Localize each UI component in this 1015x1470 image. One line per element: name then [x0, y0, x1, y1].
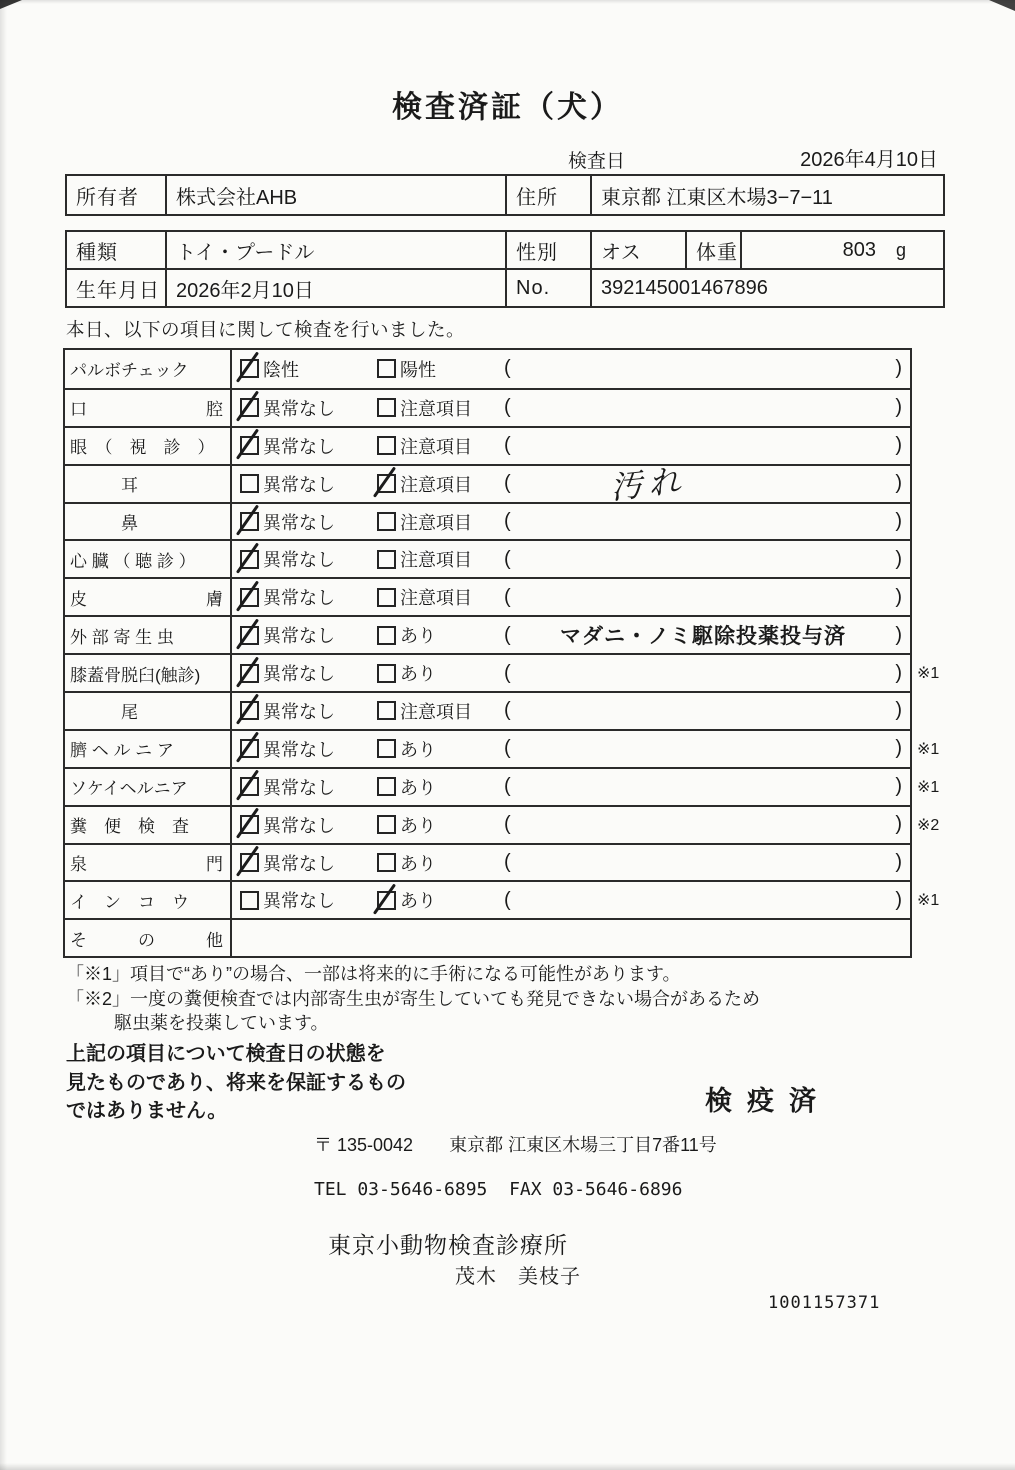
- exam-row-content: [232, 350, 910, 388]
- note-area: [504, 807, 902, 843]
- owner-label: 所有者: [66, 175, 166, 215]
- paren-open: (: [504, 510, 511, 532]
- note-area: [504, 350, 902, 388]
- checkbox-icon: [240, 626, 259, 645]
- paren-close: ): [895, 888, 902, 911]
- handwritten-check-icon: [373, 467, 396, 498]
- exam-row-content: [232, 769, 910, 805]
- handwritten-check-icon: [236, 542, 259, 573]
- handwritten-check-icon: [236, 352, 259, 383]
- exam-row-content: [232, 390, 910, 426]
- exam-item-label: 臍 ヘ ル ニ ア: [65, 731, 232, 767]
- note-area: [504, 504, 902, 540]
- exam-row-content: [232, 541, 910, 577]
- weight-label: 体重: [686, 231, 741, 269]
- checkbox-icon: [377, 777, 396, 796]
- paren-close: ): [895, 623, 902, 646]
- checkbox-label: 異常なし: [263, 815, 335, 836]
- checkbox-icon: [377, 550, 396, 569]
- checkbox-icon: [377, 739, 396, 758]
- inspection-date-label: 検査日: [568, 151, 626, 172]
- exam-row: [65, 388, 910, 426]
- weight-value-cell: [741, 231, 944, 269]
- clinic-name: 東京小動物検査診療所: [328, 1232, 568, 1258]
- checkbox-label: あり: [400, 626, 436, 647]
- paren-close: ): [895, 472, 902, 495]
- exam-row-content: [232, 882, 910, 918]
- checkbox-option-2: [377, 541, 472, 577]
- checkbox-icon: [377, 815, 396, 834]
- sex-value: オス: [591, 231, 686, 269]
- reference-mark: ※2: [917, 816, 940, 834]
- number-label: No.: [506, 269, 591, 307]
- handwritten-check-icon: [236, 846, 259, 877]
- birthdate-label: 生年月日: [66, 269, 166, 307]
- exam-row: [65, 502, 910, 540]
- paren-close: ): [895, 434, 902, 457]
- exam-row-content: [232, 504, 910, 540]
- weight-unit: g: [895, 239, 906, 260]
- exam-item-label: そ の 他: [65, 920, 232, 956]
- checkbox-label: あり: [400, 664, 436, 685]
- checkbox-icon: [240, 398, 259, 417]
- paren-open: (: [504, 813, 511, 836]
- handwritten-check-icon: [236, 505, 259, 536]
- checkbox-icon: [377, 588, 396, 607]
- paren-close: ): [895, 396, 902, 419]
- scan-edge-left: [0, 0, 7, 1470]
- checkbox-option-2: [377, 390, 472, 426]
- checkbox-option-2: [377, 655, 436, 691]
- handwritten-check-icon: [236, 694, 259, 725]
- checkbox-label: 異常なし: [263, 626, 335, 647]
- owner-row: [66, 175, 944, 215]
- paren-close: ): [895, 813, 902, 836]
- note-area: [504, 769, 902, 805]
- paren-close: ): [895, 357, 902, 380]
- paren-open: (: [504, 357, 511, 380]
- checkbox-option-1: [240, 731, 335, 767]
- exam-item-label: 眼 （ 視 診 ）: [65, 428, 232, 464]
- paren-close: ): [895, 775, 902, 798]
- exam-row: [65, 805, 940, 843]
- checkbox-option-2: [377, 845, 436, 881]
- checkbox-icon: [377, 664, 396, 683]
- checkbox-label: 異常なし: [263, 474, 335, 495]
- document-serial-number: 1001157371: [768, 1293, 881, 1313]
- checkbox-icon: [240, 777, 259, 796]
- paren-open: (: [504, 737, 511, 760]
- exam-row: [65, 918, 910, 956]
- exam-row: [65, 691, 910, 729]
- paren-close: ): [895, 737, 902, 760]
- disclaimer-line-1: 上記の項目について検査日の状態を: [66, 1043, 386, 1065]
- handwritten-note: 汚れ: [608, 461, 688, 506]
- paren-open: (: [504, 623, 511, 646]
- checkbox-option-2: [377, 693, 472, 729]
- exam-table: [63, 348, 940, 958]
- exam-row-content: [232, 428, 910, 464]
- number-value: 392145001467896: [591, 269, 944, 307]
- checkbox-icon: [377, 626, 396, 645]
- checkbox-option-1: [240, 504, 335, 540]
- paren-close: ): [895, 585, 902, 608]
- exam-row: [65, 577, 910, 615]
- checkbox-label: 異常なし: [263, 550, 335, 571]
- checkbox-label: 注意項目: [400, 512, 472, 533]
- checkbox-icon: [377, 398, 396, 417]
- checkbox-option-1: [240, 466, 335, 502]
- checkbox-icon: [240, 588, 259, 607]
- intro-statement: 本日、以下の項目に関して検査を行いました。: [66, 319, 466, 340]
- checkbox-option-1: [240, 845, 335, 881]
- exam-row: [65, 539, 910, 577]
- owner-table: [65, 174, 945, 216]
- checkbox-option-2: [377, 882, 436, 918]
- checkbox-icon: [377, 701, 396, 720]
- checkbox-label: 異常なし: [263, 739, 335, 760]
- exam-row: [65, 461, 910, 506]
- checkbox-icon: [377, 891, 396, 910]
- exam-item-label: 尾: [65, 693, 232, 729]
- quarantine-passed-stamp: 検疫済: [705, 1086, 831, 1116]
- checkbox-label: 異常なし: [263, 398, 335, 419]
- checkbox-option-2: [377, 731, 436, 767]
- examiner-name: 茂木 美枝子: [455, 1266, 581, 1288]
- pet-row-2: [66, 269, 944, 307]
- exam-row: [65, 767, 940, 805]
- checkbox-label: 注意項目: [400, 550, 472, 571]
- exam-row: [65, 426, 910, 464]
- checkbox-icon: [240, 436, 259, 455]
- disclaimer: [66, 1040, 406, 1126]
- paren-open: (: [504, 775, 511, 798]
- birthdate-value: 2026年2月10日: [166, 269, 506, 307]
- scan-edge-top: [0, 0, 1015, 4]
- checkbox-label: 注意項目: [400, 398, 472, 419]
- checkbox-option-1: [240, 655, 335, 691]
- handwritten-check-icon: [236, 732, 259, 763]
- paren-open: (: [504, 547, 511, 570]
- exam-row: [65, 653, 940, 691]
- exam-row-content: [232, 693, 910, 729]
- checkbox-option-2: [377, 466, 472, 502]
- checkbox-icon: [377, 359, 396, 378]
- checkbox-option-2: [377, 504, 472, 540]
- footnote-1: 「※1」項目で“あり”の場合、一部は将来的に手術になる可能性があります。: [66, 964, 681, 984]
- exam-row-content: [232, 920, 910, 956]
- paren-open: (: [504, 888, 511, 911]
- breed-value: トイ・プードル: [166, 231, 506, 269]
- checkbox-label: 陰性: [263, 359, 299, 380]
- checkbox-label: 注意項目: [400, 701, 472, 722]
- exam-item-label: ソケイヘルニア: [65, 769, 232, 805]
- checkbox-label: あり: [400, 777, 436, 798]
- checkbox-option-2: [377, 579, 472, 615]
- exam-item-label: 糞 便 検 査: [65, 807, 232, 843]
- checkbox-icon: [377, 474, 396, 493]
- exam-row: [65, 880, 940, 918]
- checkbox-option-2: [377, 769, 436, 805]
- paren-close: ): [895, 851, 902, 874]
- paren-open: (: [504, 434, 511, 457]
- checkbox-label: 注意項目: [400, 588, 472, 609]
- note-area: [504, 617, 902, 653]
- reference-mark: ※1: [917, 665, 940, 683]
- owner-value: 株式会社AHB: [166, 175, 506, 215]
- paren-open: (: [504, 851, 511, 874]
- note-area: [504, 845, 902, 881]
- exam-row: [65, 843, 910, 881]
- exam-row: [65, 729, 940, 767]
- note-area: [504, 731, 902, 767]
- checkbox-label: 異常なし: [263, 701, 335, 722]
- address-value: 東京都 江東区木場3−7−11: [591, 175, 944, 215]
- scan-edge-bottom: [0, 1463, 1015, 1470]
- checkbox-icon: [240, 739, 259, 758]
- checkbox-icon: [240, 359, 259, 378]
- paren-close: ): [895, 510, 902, 532]
- checkbox-label: 異常なし: [263, 436, 335, 457]
- paren-close: ): [895, 699, 902, 722]
- checkbox-option-1: [240, 617, 335, 653]
- checkbox-icon: [240, 550, 259, 569]
- note-area: [504, 882, 902, 918]
- exam-item-label: イ ン コ ウ: [65, 882, 232, 918]
- note-area: [504, 655, 902, 691]
- paren-open: (: [504, 585, 511, 608]
- handwritten-check-icon: [236, 770, 259, 801]
- inspection-date-value: 2026年4月10日: [800, 149, 938, 171]
- page-title: 検査済証（犬）: [392, 91, 623, 124]
- checkbox-label: あり: [400, 853, 436, 874]
- scan-corner-top-left: [0, 0, 22, 9]
- pet-table: [65, 230, 945, 308]
- checkbox-option-1: [240, 579, 335, 615]
- checkbox-option-1: [240, 390, 335, 426]
- exam-row-content: [232, 731, 910, 767]
- checkbox-option-1: [240, 693, 335, 729]
- paren-open: (: [504, 396, 511, 419]
- checkbox-label: 注意項目: [400, 474, 472, 495]
- exam-row-content: [232, 617, 910, 653]
- disclaimer-line-2: 見たものであり、将来を保証するもの: [66, 1071, 406, 1094]
- paren-open: (: [504, 661, 511, 684]
- checkbox-icon: [240, 701, 259, 720]
- clinic-phone-fax: TEL 03-5646-6895 FAX 03-5646-6896: [314, 1179, 683, 1200]
- checkbox-option-1: [240, 769, 335, 805]
- checkbox-label: 注意項目: [400, 436, 472, 457]
- handwritten-check-icon: [236, 656, 259, 687]
- paren-close: ): [895, 661, 902, 684]
- exam-row-content: [232, 579, 910, 615]
- exam-item-label: 耳: [65, 466, 232, 502]
- checkbox-icon: [240, 891, 259, 910]
- checkbox-label: 異常なし: [263, 777, 335, 798]
- exam-row-content: [232, 845, 910, 881]
- paren-close: ): [895, 547, 902, 570]
- checkbox-option-2: [377, 350, 436, 388]
- address-label: 住所: [506, 175, 591, 215]
- reference-mark: ※1: [917, 740, 940, 758]
- pet-row-1: [66, 231, 944, 269]
- scan-corner-top-right: [989, 0, 1015, 11]
- handwritten-check-icon: [236, 618, 259, 649]
- checkbox-label: あり: [400, 815, 436, 836]
- exam-item-label: 口 腔: [65, 390, 232, 426]
- weight-value: 803: [842, 238, 876, 261]
- reference-mark: ※1: [917, 778, 940, 796]
- exam-item-label: 膝蓋骨脱臼(触診): [65, 655, 232, 691]
- breed-label: 種類: [66, 231, 166, 269]
- exam-item-label: 外 部 寄 生 虫: [65, 617, 232, 653]
- reference-mark: ※1: [917, 892, 940, 910]
- checkbox-option-1: [240, 428, 335, 464]
- checkbox-label: 異常なし: [263, 853, 335, 874]
- handwritten-check-icon: [236, 391, 259, 422]
- checkbox-label: あり: [400, 891, 436, 912]
- exam-item-label: パルボチェック: [65, 350, 232, 388]
- checkbox-label: 異常なし: [263, 891, 335, 912]
- checkbox-option-2: [377, 617, 436, 653]
- handwritten-check-icon: [373, 883, 396, 914]
- exam-row-content: [232, 807, 910, 843]
- checkbox-icon: [240, 512, 259, 531]
- checkbox-option-2: [377, 807, 436, 843]
- handwritten-check-icon: [236, 429, 259, 460]
- checkbox-label: 異常なし: [263, 512, 335, 533]
- exam-item-label: 鼻: [65, 504, 232, 540]
- note-area: [504, 693, 902, 729]
- footnote-2-continued: 駆虫薬を投薬しています。: [114, 1013, 329, 1033]
- paren-open: (: [504, 699, 511, 722]
- clinic-postal-address: 〒 135-0042 東京都 江東区木場三丁目7番11号: [314, 1135, 717, 1155]
- footnote-2: 「※2」一度の糞便検査では内部寄生虫が寄生していても発見できない場合があるため: [66, 988, 761, 1009]
- note-area: [504, 428, 902, 464]
- checkbox-option-1: [240, 882, 335, 918]
- checkbox-icon: [377, 436, 396, 455]
- handwritten-check-icon: [236, 580, 259, 611]
- checkbox-icon: [240, 815, 259, 834]
- exam-row: [65, 615, 910, 653]
- checkbox-icon: [240, 664, 259, 683]
- exam-item-label: 泉 門: [65, 845, 232, 881]
- printed-note: マダニ・ノミ駆除投薬投与済: [560, 625, 846, 649]
- checkbox-label: 陽性: [400, 359, 436, 380]
- checkbox-icon: [377, 512, 396, 531]
- exam-row-content: [232, 655, 910, 691]
- exam-item-label: 心 臓 （ 聴 診 ）: [65, 541, 232, 577]
- exam-item-label: 皮 膚: [65, 579, 232, 615]
- checkbox-option-1: [240, 807, 335, 843]
- checkbox-option-2: [377, 428, 472, 464]
- exam-row: [65, 350, 910, 388]
- checkbox-option-1: [240, 541, 335, 577]
- handwritten-check-icon: [236, 808, 259, 839]
- disclaimer-line-3: ではありません。: [66, 1100, 228, 1122]
- exam-row-content: [232, 461, 910, 506]
- note-area: [504, 579, 902, 615]
- note-area: [504, 390, 902, 426]
- paren-open: (: [504, 472, 511, 495]
- footnotes: [66, 962, 760, 1036]
- checkbox-icon: [240, 474, 259, 493]
- checkbox-icon: [240, 853, 259, 872]
- sex-label: 性別: [506, 231, 591, 269]
- note-area: [504, 541, 902, 577]
- checkbox-icon: [377, 853, 396, 872]
- checkbox-label: 異常なし: [263, 588, 335, 609]
- checkbox-label: あり: [400, 739, 436, 760]
- note-area: [504, 461, 902, 506]
- checkbox-label: 異常なし: [263, 664, 335, 685]
- checkbox-option-1: [240, 350, 299, 388]
